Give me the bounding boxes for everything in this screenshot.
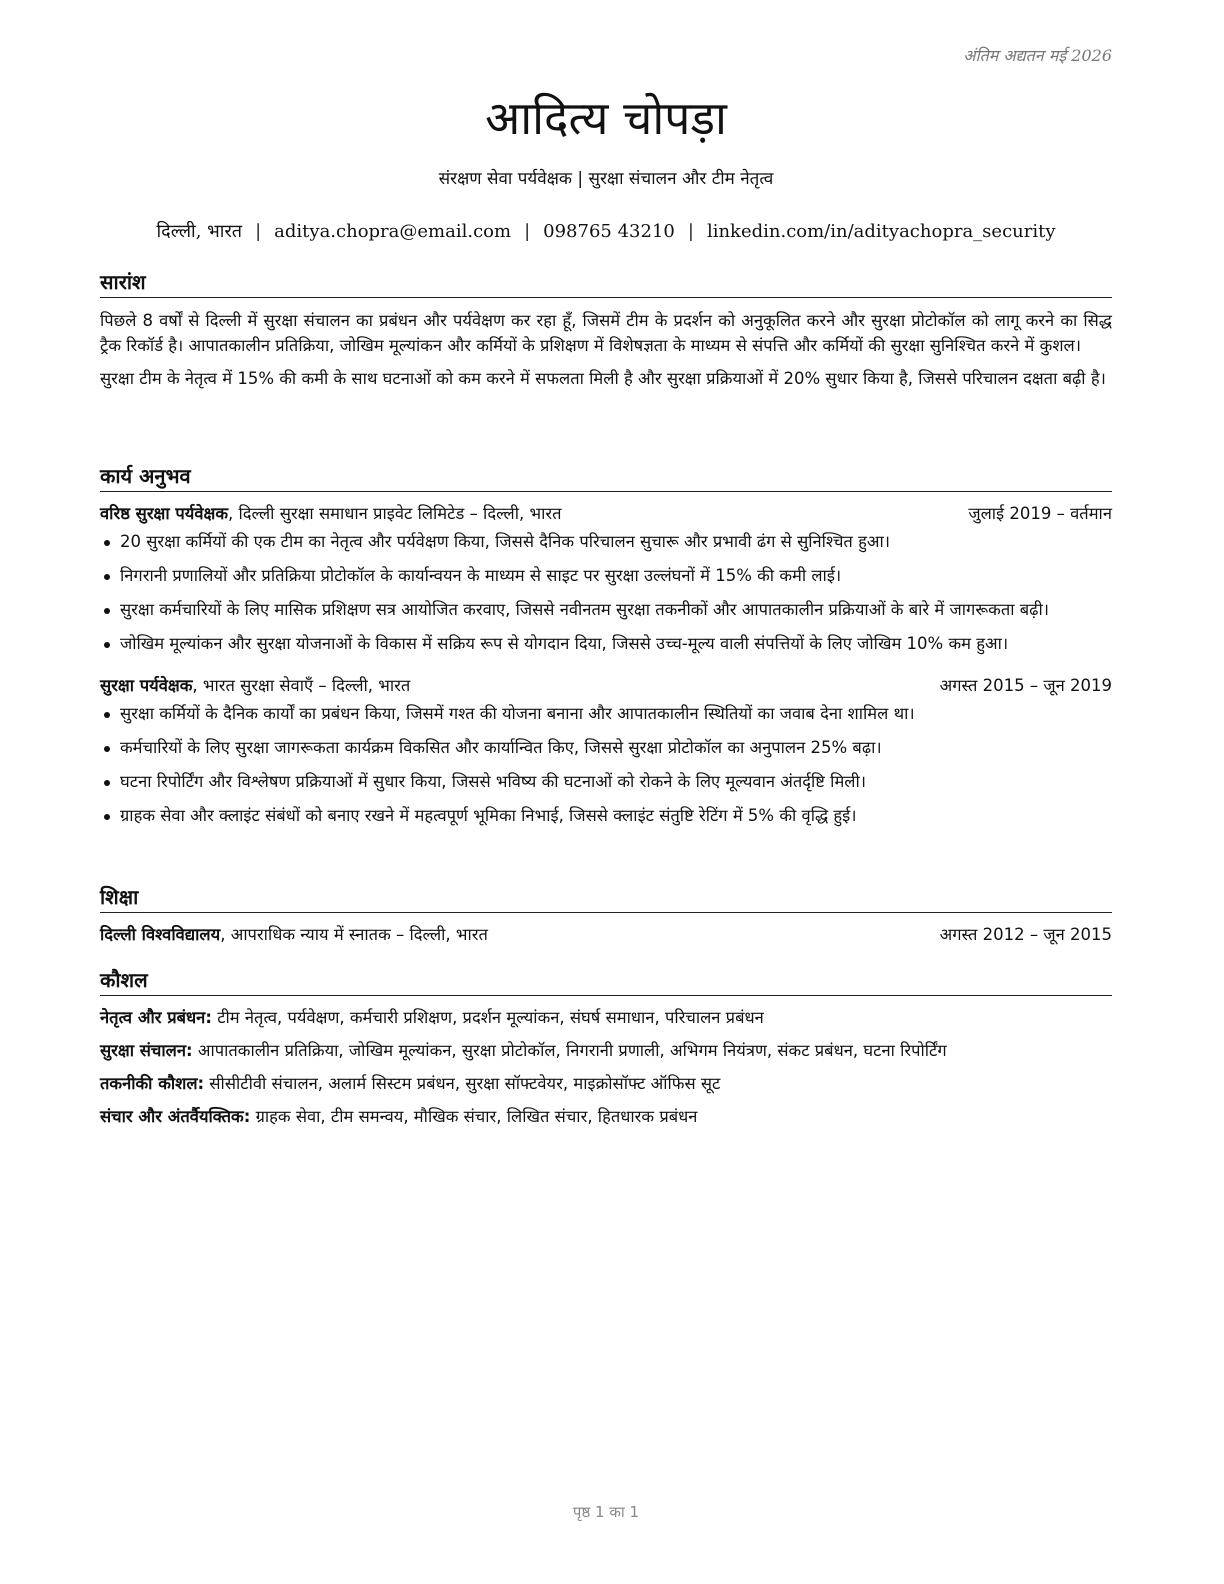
skill-items: टीम नेतृत्व, पर्यवेक्षण, कर्मचारी प्रशिक्षण, प्रदर्शन मूल्यांकन, संघर्ष समाधान, परिचालन प्रबंधन bbox=[211, 1008, 764, 1027]
bullet-item bbox=[100, 564, 1112, 588]
education-dates: अगस्त 2012 – जून 2015 bbox=[939, 925, 1112, 944]
section-title-education: शिक्षा bbox=[100, 883, 1112, 913]
education-institution: दिल्ली विश्वविद्यालय bbox=[100, 925, 221, 944]
job-header bbox=[100, 674, 1112, 698]
skill-category: संचार और अंतर्वैयक्तिक: bbox=[100, 1107, 251, 1126]
bullet-item bbox=[100, 598, 1112, 622]
job-role: सुरक्षा पर्यवेक्षक bbox=[100, 676, 193, 695]
summary-paragraph: पिछले 8 वर्षों से दिल्ली में सुरक्षा संचालन का प्रबंधन और पर्यवेक्षण कर रहा हूँ, जिसमें टीम के प्रदर्शन को अनुकूलित करने और सुरक्षा प्रोटोकॉल को लागू करने का सिद्ध ट्रैक रिकॉर्ड है। आपातकालीन प्रतिक्रिया, जोखिम मूल्यांकन और कर्मियों के प्रशिक्षण में विशेषज्ञता के माध्यम से संपत्ति और कर्मियों की सुरक्षा सुनिश्चित करने में कुशल। bbox=[100, 311, 1112, 355]
bullet-item bbox=[100, 632, 1112, 656]
skill-category: सुरक्षा संचालन: bbox=[100, 1041, 193, 1060]
bullet-item bbox=[100, 702, 1112, 726]
contact-linkedin[interactable]: linkedin.com/in/adityachopra_security bbox=[706, 221, 1056, 242]
contact-email[interactable]: aditya.chopra@email.com bbox=[274, 221, 512, 242]
skill-items: सीसीटीवी संचालन, अलार्म सिस्टम प्रबंधन, सुरक्षा सॉफ्टवेयर, माइक्रोसॉफ्ट ऑफिस सूट bbox=[204, 1074, 721, 1093]
education-section bbox=[100, 883, 1112, 947]
bullet-icon bbox=[104, 712, 110, 718]
bullet-icon bbox=[104, 642, 110, 648]
job-dates: जुलाई 2019 – वर्तमान bbox=[968, 504, 1112, 523]
bullet-text: घटना रिपोर्टिंग और विश्लेषण प्रक्रियाओं में सुधार किया, जिससे भविष्य की घटनाओं को रोकने के लिए मूल्यवान अंतर्दृष्टि मिली। bbox=[120, 772, 867, 791]
section-title-summary: सारांश bbox=[100, 268, 1112, 298]
contact-location: दिल्ली, भारत bbox=[156, 221, 243, 242]
contact-separator: | bbox=[255, 221, 262, 242]
bullet-text: ग्राहक सेवा और क्लाइंट संबंधों को बनाए रखने में महत्वपूर्ण भूमिका निभाई, जिससे क्लाइंट संतुष्टि रेटिंग में 5% की वृद्धि हुई। bbox=[120, 806, 857, 825]
skills-section bbox=[100, 966, 1112, 1138]
headline: संरक्षण सेवा पर्यवेक्षक | सुरक्षा संचालन और टीम नेतृत्व bbox=[438, 169, 774, 189]
bullet-text: कर्मचारियों के लिए सुरक्षा जागरूकता कार्यक्रम विकसित और कार्यान्वित किए, जिससे सुरक्षा प्रोटोकॉल का अनुपालन 25% बढ़ा। bbox=[120, 738, 882, 757]
skill-category: नेतृत्व और प्रबंधन: bbox=[100, 1008, 212, 1027]
skill-row bbox=[100, 1072, 1112, 1096]
skill-category: तकनीकी कौशल: bbox=[100, 1074, 205, 1093]
experience-section bbox=[100, 462, 1112, 838]
bullet-item bbox=[100, 530, 1112, 554]
summary-section bbox=[100, 268, 1112, 399]
job-bullets bbox=[100, 702, 1112, 828]
contact-separator: | bbox=[524, 221, 531, 242]
bullet-text: सुरक्षा कर्मियों के दैनिक कार्यों का प्रबंधन किया, जिसमें गश्त की योजना बनाना और आपातकालीन स्थितियों का जवाब देना शामिल था। bbox=[120, 704, 915, 723]
job-entry bbox=[100, 502, 1112, 656]
bullet-text: निगरानी प्रणालियों और प्रतिक्रिया प्रोटोकॉल के कार्यान्वयन के माध्यम से साइट पर सुरक्षा उल्लंघनों में 15% की कमी लाई। bbox=[120, 566, 842, 585]
section-title-experience: कार्य अनुभव bbox=[100, 462, 1112, 492]
last-updated: अंतिम अद्यतन मई 2026 bbox=[963, 46, 1112, 65]
job-role: वरिष्ठ सुरक्षा पर्यवेक्षक bbox=[100, 504, 229, 523]
job-title-line bbox=[100, 674, 410, 698]
bullet-icon bbox=[104, 780, 110, 786]
resume-page bbox=[100, 0, 1112, 1584]
bullet-icon bbox=[104, 540, 110, 546]
skill-row bbox=[100, 1105, 1112, 1129]
skill-row bbox=[100, 1006, 1112, 1030]
summary-paragraph: सुरक्षा टीम के नेतृत्व में 15% की कमी के साथ घटनाओं को कम करने में सफलता मिली है और सुरक्षा प्रक्रियाओं में 20% सुधार किया है, जिससे परिचालन दक्षता बढ़ी है। bbox=[100, 369, 1106, 388]
contact-separator: | bbox=[687, 221, 694, 242]
job-company: , दिल्ली सुरक्षा समाधान प्राइवेट लिमिटेड – दिल्ली, भारत bbox=[228, 504, 562, 523]
page-number: पृष्ठ 1 का 1 bbox=[572, 1503, 640, 1521]
bullet-text: जोखिम मूल्यांकन और सुरक्षा योजनाओं के विकास में सक्रिय रूप से योगदान दिया, जिससे उच्च-मूल्य वाली संपत्तियों के लिए जोखिम 10% कम हुआ। bbox=[120, 634, 1009, 653]
candidate-name: आदित्य चोपड़ा bbox=[485, 91, 727, 145]
contact-phone: 098765 43210 bbox=[543, 221, 675, 242]
bullet-icon bbox=[104, 574, 110, 580]
bullet-item bbox=[100, 804, 1112, 828]
education-detail: , आपराधिक न्याय में स्नातक – दिल्ली, भारत bbox=[220, 925, 488, 944]
skill-row bbox=[100, 1039, 1112, 1063]
contact-line bbox=[100, 219, 1112, 243]
bullet-icon bbox=[104, 608, 110, 614]
skill-items: आपातकालीन प्रतिक्रिया, जोखिम मूल्यांकन, सुरक्षा प्रोटोकॉल, निगरानी प्रणाली, अभिगम नियंत्रण, संकट प्रबंधन, घटना रिपोर्टिंग bbox=[192, 1041, 947, 1060]
job-header bbox=[100, 502, 1112, 526]
job-bullets bbox=[100, 530, 1112, 656]
bullet-icon bbox=[104, 746, 110, 752]
job-dates: अगस्त 2015 – जून 2019 bbox=[939, 676, 1112, 695]
bullet-item bbox=[100, 736, 1112, 760]
bullet-icon bbox=[104, 814, 110, 820]
job-company: , भारत सुरक्षा सेवाएँ – दिल्ली, भारत bbox=[192, 676, 411, 695]
skill-items: ग्राहक सेवा, टीम समन्वय, मौखिक संचार, लिखित संचार, हितधारक प्रबंधन bbox=[250, 1107, 698, 1126]
bullet-text: सुरक्षा कर्मचारियों के लिए मासिक प्रशिक्षण सत्र आयोजित करवाए, जिससे नवीनतम सुरक्षा तकनीकों और आपातकालीन प्रक्रियाओं के बारे में जागरूकता बढ़ी। bbox=[120, 600, 1049, 619]
education-line bbox=[100, 923, 488, 947]
bullet-item bbox=[100, 770, 1112, 794]
education-entry bbox=[100, 923, 1112, 947]
section-title-skills: कौशल bbox=[100, 966, 1112, 996]
job-title-line bbox=[100, 502, 562, 526]
bullet-text: 20 सुरक्षा कर्मियों की एक टीम का नेतृत्व और पर्यवेक्षण किया, जिससे दैनिक परिचालन सुचारू और प्रभावी ढंग से सुनिश्चित हुआ। bbox=[120, 532, 890, 551]
job-entry bbox=[100, 674, 1112, 828]
